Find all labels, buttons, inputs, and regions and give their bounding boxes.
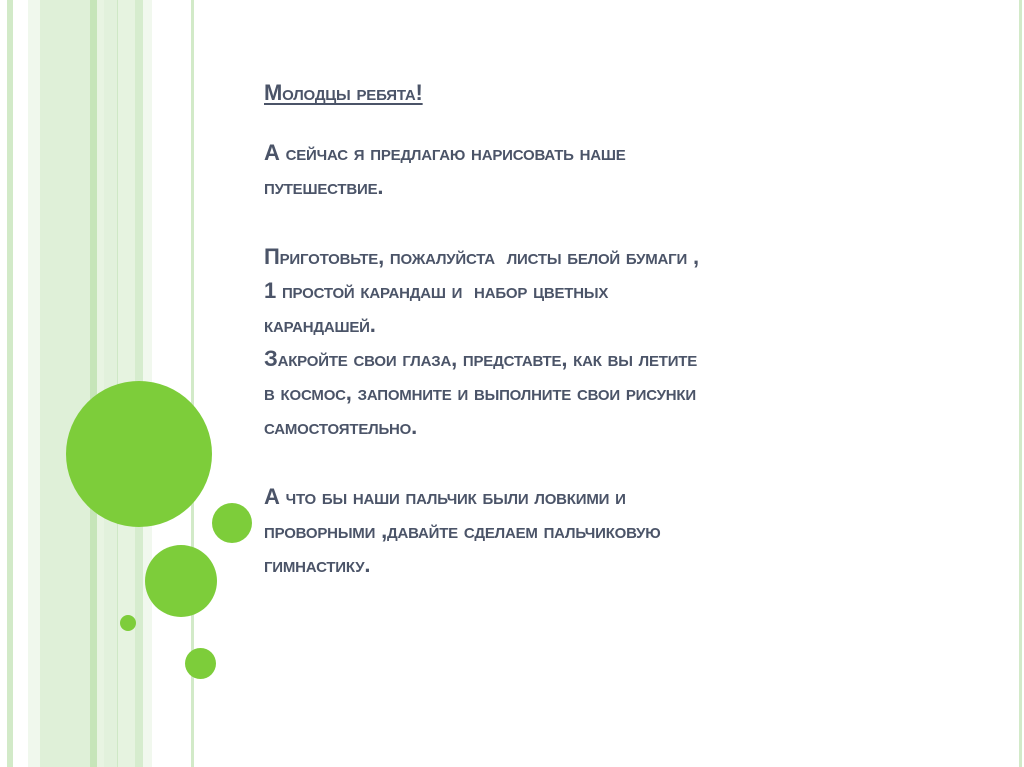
- text-line: карандашей.: [264, 312, 376, 337]
- text-line: гимнастику.: [264, 552, 371, 577]
- stripe: [1019, 0, 1022, 767]
- small-circle: [185, 648, 216, 679]
- text-line: Приготовьте, пожалуйста листы белой бумаги ,: [264, 244, 699, 269]
- stripe: [97, 0, 104, 767]
- tiny-circle: [120, 615, 136, 631]
- text-line: 1 простой карандаш и набор цветных: [264, 278, 609, 303]
- text-line: Закройте свои глаза, представте, как вы летите: [264, 346, 698, 371]
- stripe: [28, 0, 40, 767]
- paragraph: [264, 240, 964, 444]
- text-line: самостоятельно.: [264, 414, 418, 439]
- slide-content: [264, 76, 964, 582]
- slide-title: Молодцы ребята!: [264, 80, 423, 105]
- paragraph: [264, 136, 964, 204]
- stripe: [7, 0, 13, 767]
- text-line: проворными ,давайте сделаем пальчиковую: [264, 518, 661, 543]
- medium-circle: [145, 545, 217, 617]
- stripe: [104, 0, 117, 767]
- text-line: А сейчас я предлагаю нарисовать наше: [264, 140, 626, 165]
- stripe: [40, 0, 90, 767]
- text-line: А что бы наши пальчик были ловкими и: [264, 484, 626, 509]
- stripe: [90, 0, 97, 767]
- text-line: в космос, запомните и выполните свои рисунки: [264, 380, 696, 405]
- large-circle: [66, 381, 212, 527]
- small-circle: [212, 503, 252, 543]
- text-line: путешествие.: [264, 174, 384, 199]
- paragraph: [264, 480, 964, 582]
